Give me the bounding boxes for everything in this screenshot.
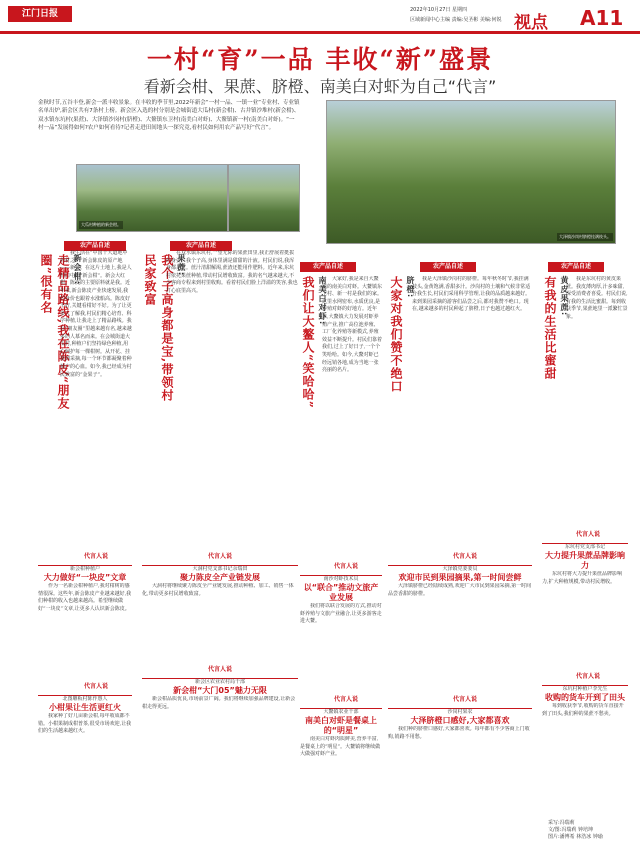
- voice-box: [142, 678, 298, 828]
- produce-tag: 农产品自述: [170, 241, 232, 251]
- photo-caption: 大瓜村种植的新会柑。: [81, 222, 121, 227]
- voice-speaker: 新会柑种植户: [69, 566, 100, 572]
- voice-title: 小柑果让生活更红火: [49, 703, 121, 712]
- editor-credit: 区域新闻中心主编 责编:吴圣彬 美编:何锐: [410, 17, 502, 23]
- voice-box: [388, 565, 532, 685]
- voice-speaker: 北图雕板村陈作惠人: [62, 696, 108, 702]
- voice-tag: 代言人说: [333, 563, 358, 570]
- section-body-yellow-cane: 我是东坑村的黄皮果蔗。我皮薄肉厚,汁多味甜,深受消费者喜爱。村民们说,有我的生活比蜜甜。每到收获季节,果蔗地里一派繁忙景象。: [566, 276, 628, 320]
- voice-title: 收购的货车开到了田头: [545, 693, 625, 702]
- voice-body: 我们种的脐橙口感好,大家都喜欢。每年都有不少客商上门收购,销路不用愁。: [388, 726, 530, 740]
- voice-tag: 代言人说: [83, 683, 108, 690]
- credit-line: 图片:潘博希 林浩冰 钟瑜: [548, 834, 603, 840]
- credit-line: 文/图:冯瑞莉 钟培坤: [548, 827, 593, 833]
- voice-speaker: 新会区农业农村局干部: [194, 679, 245, 685]
- voice-speaker: 东坑村种植户李先生: [562, 686, 608, 692]
- voice-title: 大力提升果蔗品牌影响力: [545, 551, 625, 570]
- voice-title: 大力做好“一块皮”文章: [43, 573, 127, 582]
- voice-speaker: 大鳌镇农业干部: [323, 709, 359, 715]
- section-body-orange: 我是大泽镇沙岗村的脐橙。每年秋冬时节,我挂满枝头,金黄饱满,香甜多汁。沙岗村的土壤和气候非常适合我生长,村民们采用科学管理,让我的品质越来越好。来到果园采摘的游客们品尝之后,都对我赞不绝口。现在,越来越多的村民种起了脐橙,日子也越过越红火。: [412, 276, 531, 313]
- voice-speaker: 沙岗村果农: [447, 709, 473, 715]
- section-body-sugarcane: 在双水镇东坑村,一望无际的果蔗田里,我正舒展着挺拔的身姿。我个子高,身体里满是甜甜的汁液。村民们说,我浑身都是宝。蔗汁清甜解渴,蔗渣还能用作肥料。近年来,东坑村依托果蔗种植,带动村民增收致富。我的名气越来越大,不少客商专程来到村里收购。看着村民们脸上洋溢的笑容,我也打心底里高兴。: [166, 250, 298, 294]
- page-headline: 一村“育”一品 丰收“新”盛景: [146, 45, 494, 74]
- voice-tag: 代言人说: [452, 553, 477, 560]
- voice-box: [388, 708, 532, 838]
- produce-tag: 农产品自述: [64, 241, 126, 251]
- voice-speaker: 东坑村党支部书记: [564, 544, 605, 550]
- page-number: A11: [580, 6, 624, 30]
- voice-speaker: 大洞村党支部书记余瑞田: [192, 566, 248, 572]
- voice-box: [142, 565, 298, 655]
- issue-date: 2022年10月27日 星期四: [410, 7, 468, 13]
- voice-body: 每到收获季节,收购的货车直接开到了田头,我们种的果蔗不愁卖。: [542, 703, 624, 717]
- section-body-shrimp: 大家好,我是来自大鳌镇的南美白对虾。大鳌镇东卫村、新一村是我们的家。这里水网密布,水质优良,是养殖对虾的好地方。近年来,大鳌镇大力发展对虾养殖产业,推广高位池养殖、工厂化养殖等新模式,养殖效益不断提升。村民们靠着我们,过上了好日子,一个个笑哈哈。如今,大鳌对虾已经远销各地,成为当地一张亮丽的名片。: [322, 276, 382, 374]
- photo-citrus-closeup: [228, 164, 300, 232]
- voice-body: 南美白对虾肉质鲜美,营养丰富,是餐桌上的“明星”。大鳌镇将继续做大做强对虾产业。: [300, 736, 381, 758]
- voice-body: 我们将以联合发展的方式,推动对虾养殖与文旅产业融合,让更多游客走进大鳌。: [300, 603, 382, 625]
- voice-title: 南美白对虾是餐桌上的“明星”: [305, 716, 377, 735]
- voice-title: 以“联合”推动文旅产业发展: [303, 583, 379, 602]
- voice-box: [38, 565, 132, 675]
- voice-box: [542, 543, 628, 663]
- section-pre: 新会柑:: [73, 254, 82, 286]
- photo-orange-harvest: [326, 100, 616, 244]
- voice-tag: 代言人说: [83, 553, 108, 560]
- lead-paragraph: 金秋时节,五谷丰登,新会一派丰收景象。在丰收的季节里,2022年新会“一村一品、一镇一业”专业村、专业镇名单出炉,新会区共有7条村上榜。新会区入选的村分别是会城街道大瓜村(新会柑)、古井镇沙堆村(新会柑)、双水镇东坑村(果蔗)、大泽镇沙岗村(脐橙)、大鳌镇东卫村(南美白对虾)、大鳌镇新一村(南美白对虾)。“一村一品”发展得如何?农户如何看待?记者走进田间地头一探究竟,看村民如何用农产品写好“代言”。: [38, 100, 300, 132]
- voice-tag: 代言人说: [575, 531, 600, 538]
- voice-box: [38, 695, 132, 835]
- voice-title: 欢迎市民到果园摘果,第一时间尝鲜: [398, 573, 522, 582]
- voice-tag: 代言人说: [575, 673, 600, 680]
- section-title: 我个子高身都是宝,带领村民家致富: [143, 254, 174, 403]
- section-pre: 黄皮果蔗:: [560, 276, 569, 317]
- section-name: 视点: [514, 13, 548, 33]
- voice-body: 我家种了好几亩新会柑,每年收成都不错。小柑果制成柑普茶,很受市场欢迎,让我们的生活越来越红火。: [38, 713, 132, 735]
- section-title: 走精品路线,我在陈皮“朋友圈”很有名: [39, 254, 70, 411]
- section-pre: 果蔗:: [177, 254, 186, 277]
- voice-speaker: 南沙对虾技术员: [323, 576, 359, 582]
- voice-box: [300, 575, 382, 685]
- section-pre: 脐橙:: [406, 276, 415, 299]
- credits: [548, 820, 628, 841]
- voice-body: 作为一名新会柑种植户,我对柑树的感情很深。这些年,新会陈皮产业越来越好,我们种柑的收入也越来越高。希望继续做好“一块皮”文章,让更多人认识新会陈皮。: [38, 583, 132, 612]
- photo-citrus-farmers: [76, 164, 228, 232]
- page-subheadline: 看新会柑、果蔗、脐橙、南美白对虾为自己“代言”: [143, 77, 497, 96]
- voice-speaker: 大泽镇党委委员: [442, 566, 478, 572]
- section-title: 我们让大鳌人“笑哈哈”: [301, 276, 315, 409]
- section-pre: 南美白对虾:: [318, 276, 327, 326]
- produce-tag: 农产品自述: [548, 262, 604, 272]
- voice-title: 聚力陈皮全产业链发展: [180, 573, 260, 582]
- voice-tag: 代言人说: [207, 553, 232, 560]
- produce-tag: 农产品自述: [420, 262, 476, 272]
- voice-body: 大洞村将继续聚力陈皮全产业链发展,推动种植、加工、销售一体化,带动更多村民增收致富。: [142, 583, 294, 597]
- voice-body: 大泽镇脐橙已经陆续成熟,欢迎广大市民到果园采摘,第一时间品尝香甜的脐橙。: [388, 583, 532, 597]
- voice-body: 东坑村将大力提升果蔗品牌影响力,扩大种植规模,带动村民增收。: [542, 571, 623, 585]
- credit-line: 采写:冯瑞莉: [548, 820, 575, 826]
- voice-tag: 代言人说: [333, 696, 358, 703]
- voice-title: 大泽脐橙口感好,大家都喜欢: [410, 716, 510, 725]
- newspaper-logo: 江门日报: [8, 6, 72, 22]
- section-title: 大家对我们赞不绝口: [389, 276, 403, 393]
- voice-box: [542, 685, 628, 815]
- section-body-citrus: 我生活在“中国十大道地中药材之一”新会陈皮的原产地——新会。在这片土地上,我是人们口中的“新会柑”。新会大红柑、陈皮的主要原料就是我。近年来,新会陈皮产业快速发展,我的身价也跟着水涨船高。陈皮好不好,关键看柑好不好。为了让更多人了解我,村民们精心培育、科学种植,让我走上了精品路线。我在“朋友圈”里越来越有名,越来越多的人慕名而来。在会城街道大瓜村,种植户们坚持绿色种植,用心呵护每一棵柑树。从开花、挂果到采摘,每一个环节都凝聚着种植户的心血。如今,我已经成为村民致富的“金果子”。: [60, 250, 132, 378]
- produce-tag: 农产品自述: [300, 262, 356, 272]
- voice-body: 新会柑品质优良,市场前景广阔。我们将继续加强品牌建设,让新会柑走得更远。: [142, 696, 296, 710]
- section-title: 有我的生活比蜜甜: [543, 276, 557, 380]
- voice-title: 新会柑“大门05”魅力无限: [173, 686, 267, 695]
- voice-box: [300, 708, 382, 838]
- photo-caption: 大泽镇沙岗村脐橙挂满枝头。: [559, 234, 611, 239]
- voice-tag: 代言人说: [207, 666, 232, 673]
- voice-tag: 代言人说: [452, 696, 477, 703]
